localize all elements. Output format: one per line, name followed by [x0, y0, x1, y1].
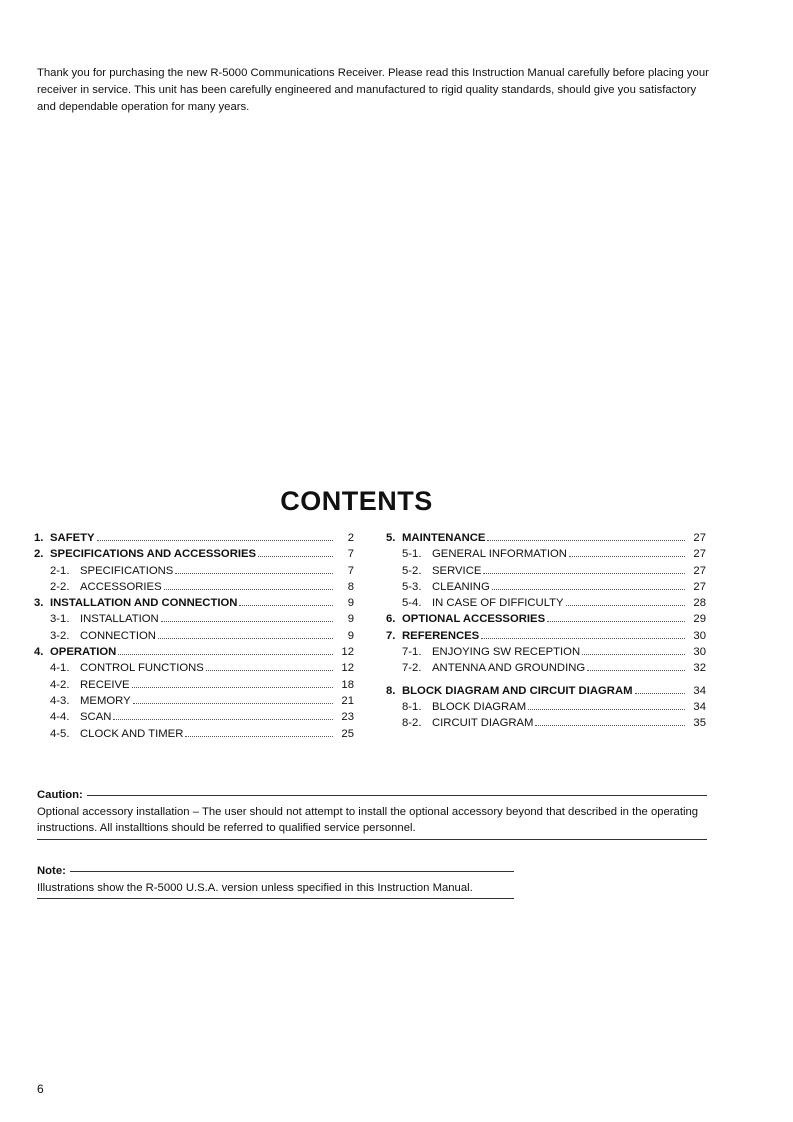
- toc-leader-dots: [185, 736, 333, 737]
- intro-paragraph: Thank you for purchasing the new R-5000 Communications Receiver. Please read this Instruction Manual carefully before placing your receiver in service. This unit has been carefully engineered and manufactured to rigid quality standards, should give you satisfactory and dependable operation for many years.: [37, 67, 709, 113]
- toc-entry: [386, 611, 706, 627]
- toc-entry-label: ANTENNA AND GROUNDING: [432, 662, 586, 675]
- toc-entry-number: 4-4.: [50, 711, 70, 724]
- toc-entry-label: SCAN: [80, 711, 112, 724]
- toc-entry: [386, 563, 706, 579]
- toc-entry-page: 9: [347, 613, 354, 626]
- toc-entry-number: 8-2.: [402, 717, 422, 730]
- toc-entry: [386, 628, 706, 644]
- toc-entry-label: CLOCK AND TIMER: [80, 727, 184, 740]
- toc-entry-label: MEMORY: [80, 694, 131, 707]
- toc-leader-dots: [535, 725, 685, 726]
- toc-entry-label: INSTALLATION: [80, 613, 159, 626]
- toc-entry: [386, 715, 706, 731]
- toc-entry-label: OPTIONAL ACCESSORIES: [402, 613, 546, 626]
- toc-entry-page: 30: [693, 629, 706, 642]
- toc-entry-label: CLEANING: [432, 580, 490, 593]
- toc-leader-dots: [587, 670, 685, 671]
- toc-entry-label: CIRCUIT DIAGRAM: [432, 717, 534, 730]
- toc-entry: [34, 709, 354, 725]
- toc-entry-label: GENERAL INFORMATION: [432, 548, 567, 561]
- toc-entry: [386, 530, 706, 546]
- toc-entry-label: CONNECTION: [80, 629, 156, 642]
- toc-entry-number: 3.: [34, 597, 44, 610]
- toc-entry: [34, 693, 354, 709]
- toc-leader-dots: [175, 573, 333, 574]
- toc-entry-label: INSTALLATION AND CONNECTION: [50, 597, 238, 610]
- toc-entry: [34, 677, 354, 693]
- toc-entry-page: 18: [341, 678, 354, 691]
- toc-entry: [34, 546, 354, 562]
- toc-entry: [34, 595, 354, 611]
- note-box: [37, 863, 514, 899]
- toc-entry-page: 30: [693, 646, 706, 659]
- toc-entry-number: 7-1.: [402, 646, 422, 659]
- toc-entry-number: 5.: [386, 532, 396, 544]
- toc-entry-number: 8-1.: [402, 700, 422, 713]
- toc-entry-page: 35: [693, 717, 706, 730]
- caution-heading: Caution:: [37, 789, 83, 801]
- toc-entry-number: 4-5.: [50, 727, 70, 740]
- toc-entry-number: 4-1.: [50, 662, 70, 675]
- toc-entry-page: 27: [693, 564, 706, 577]
- toc-entry-label: MAINTENANCE: [402, 532, 486, 544]
- toc-entry-page: 27: [693, 532, 706, 544]
- toc-entry: [386, 579, 706, 595]
- toc-entry: [34, 628, 354, 644]
- toc-leader-dots: [547, 621, 685, 622]
- toc-entry-number: 5-3.: [402, 580, 422, 593]
- toc-entry-number: 7.: [386, 629, 396, 642]
- toc-entry-page: 32: [693, 662, 706, 675]
- toc-leader-dots: [487, 540, 685, 541]
- toc-leader-dots: [239, 605, 333, 606]
- toc-entry-number: 6.: [386, 613, 396, 626]
- toc-leader-dots: [164, 589, 333, 590]
- toc-leader-dots: [113, 719, 333, 720]
- toc-leader-dots: [481, 638, 685, 639]
- toc-leader-dots: [492, 589, 685, 590]
- toc-entry-number: 7-2.: [402, 662, 422, 675]
- toc-leader-dots: [483, 573, 685, 574]
- toc-entry: [34, 563, 354, 579]
- toc-leader-dots: [161, 621, 333, 622]
- toc-entry-number: 5-1.: [402, 548, 422, 561]
- toc-entry-label: OPERATION: [50, 646, 117, 659]
- toc-entry: [34, 611, 354, 627]
- toc-left-column: [34, 530, 354, 742]
- toc-leader-dots: [133, 703, 333, 704]
- toc-leader-dots: [258, 556, 333, 557]
- toc-entry-label: SAFETY: [50, 532, 95, 544]
- toc-entry-page: 34: [693, 700, 706, 713]
- note-rule: [70, 871, 514, 872]
- toc-entry-number: 3-1.: [50, 613, 70, 626]
- toc-leader-dots: [118, 654, 333, 655]
- toc-leader-dots: [97, 540, 333, 541]
- toc-leader-dots: [528, 709, 685, 710]
- toc-entry-label: SERVICE: [432, 564, 482, 577]
- toc-entry: [34, 660, 354, 676]
- toc-entry-page: 9: [347, 629, 354, 642]
- toc-entry-page: 23: [341, 711, 354, 724]
- toc-entry-label: SPECIFICATIONS AND ACCESSORIES: [50, 548, 257, 561]
- caution-box: [37, 787, 707, 840]
- toc-entry-page: 7: [347, 564, 354, 577]
- toc-entry-number: 2-1.: [50, 564, 70, 577]
- toc-entry-page: 12: [341, 662, 354, 675]
- toc-entry-number: 1.: [34, 532, 44, 544]
- toc-entry: [34, 530, 354, 546]
- toc-entry-label: IN CASE OF DIFFICULTY: [432, 597, 564, 610]
- toc-entry-label: CONTROL FUNCTIONS: [80, 662, 204, 675]
- toc-entry-page: 2: [347, 532, 354, 544]
- toc-entry-number: 8.: [386, 684, 396, 697]
- toc-right-column: [386, 530, 706, 732]
- toc-entry-page: 34: [693, 684, 706, 697]
- toc-entry-page: 27: [693, 548, 706, 561]
- toc-entry: [34, 726, 354, 742]
- toc-leader-dots: [635, 693, 685, 694]
- toc-entry-page: 29: [693, 613, 706, 626]
- toc-entry-number: 2-2.: [50, 580, 70, 593]
- toc-entry: [386, 683, 706, 699]
- toc-entry-number: 4.: [34, 646, 44, 659]
- toc-entry-page: 25: [341, 727, 354, 740]
- toc-leader-dots: [582, 654, 685, 655]
- toc-entry: [386, 546, 706, 562]
- note-heading: Note:: [37, 865, 66, 877]
- toc-entry: [34, 579, 354, 595]
- caution-rule: [87, 795, 707, 796]
- toc-entry: [386, 699, 706, 715]
- toc-leader-dots: [132, 687, 333, 688]
- toc-entry: [386, 660, 706, 676]
- toc-entry-page: 21: [341, 694, 354, 707]
- note-text: Illustrations show the R-5000 U.S.A. version unless specified in this Instruction Manual.: [37, 881, 473, 894]
- toc-entry: [386, 644, 706, 660]
- caution-bottom-rule: [37, 839, 707, 840]
- toc-entry: [34, 644, 354, 660]
- page-number: 6: [37, 1082, 44, 1096]
- toc-entry-number: 5-2.: [402, 564, 422, 577]
- toc-entry-page: 12: [341, 646, 354, 659]
- toc-entry-number: 4-2.: [50, 678, 70, 691]
- toc-entry-page: 9: [347, 597, 354, 610]
- toc-entry-label: RECEIVE: [80, 678, 130, 691]
- toc-leader-dots: [569, 556, 685, 557]
- toc-entry-label: REFERENCES: [402, 629, 480, 642]
- toc-entry-label: ACCESSORIES: [80, 580, 162, 593]
- toc-entry-label: ENJOYING SW RECEPTION: [432, 646, 581, 659]
- toc-entry: [386, 595, 706, 611]
- toc-entry-number: 3-2.: [50, 629, 70, 642]
- caution-text: Optional accessory installation – The user should not attempt to install the optional accessory beyond that described in the operating instructions. All installtions should be referred to qualified service personnel.: [37, 805, 699, 834]
- toc-leader-dots: [206, 670, 333, 671]
- toc-entry-number: 2.: [34, 548, 44, 561]
- note-bottom-rule: [37, 898, 514, 899]
- toc-entry-page: 7: [347, 548, 354, 561]
- toc-entry-number: 5-4.: [402, 597, 422, 610]
- toc-leader-dots: [158, 638, 333, 639]
- toc-entry-number: 4-3.: [50, 694, 70, 707]
- toc-entry-page: 8: [347, 580, 354, 593]
- toc-entry-page: 27: [693, 580, 706, 593]
- toc-entry-page: 28: [693, 597, 706, 610]
- toc-entry-label: BLOCK DIAGRAM AND CIRCUIT DIAGRAM: [402, 684, 633, 697]
- toc-leader-dots: [566, 605, 685, 606]
- toc-entry-label: BLOCK DIAGRAM: [432, 700, 527, 713]
- toc-entry-label: SPECIFICATIONS: [80, 564, 174, 577]
- contents-title: CONTENTS: [280, 486, 433, 516]
